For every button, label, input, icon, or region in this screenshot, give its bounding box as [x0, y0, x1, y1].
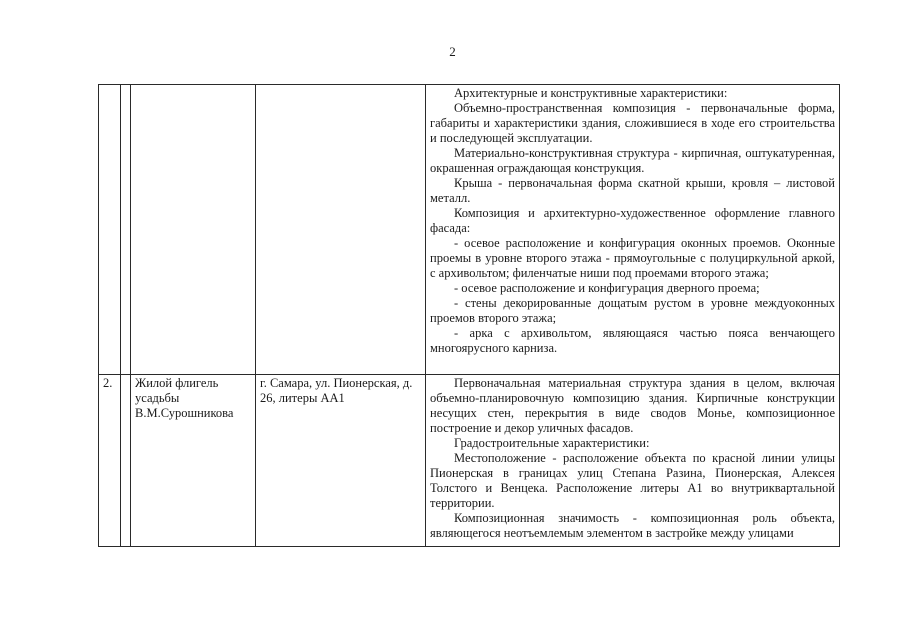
blank-cell [121, 85, 131, 375]
address-cell [256, 85, 426, 375]
page-number: 2 [449, 44, 456, 59]
address-cell: г. Самара, ул. Пионерская, д. 26, литеры АА1 [256, 375, 426, 547]
description-cell [426, 85, 840, 375]
description-paragraph: Первоначальная материальная структура здания в целом, включая объемно-планировочную композицию здания. Кирпичные конструкции несущих стен, перекрытия в виде сводов Монье, композиционное построение и декор уличных фасадов. [430, 376, 835, 435]
description-paragraph: Композиция и архитектурно-художественное оформление главного фасада: [430, 206, 835, 235]
description-paragraph: Градостроительные характеристики: [454, 436, 650, 450]
description-paragraph: Материально-конструктивная структура - кирпичная, оштукатуренная, окрашенная ограждающая конструкция. [430, 146, 835, 175]
object-name-cell [131, 85, 256, 375]
description-paragraph: - осевое расположение и конфигурация дверного проема; [454, 281, 760, 295]
description-paragraph: Композиционная значимость - композиционная роль объекта, являющегося неотъемлемым элементом в застройке между улицами [430, 511, 835, 540]
heritage-table [98, 84, 840, 547]
description-paragraph: Архитектурные и конструктивные характеристики: [454, 86, 728, 100]
description-cell [426, 375, 840, 547]
row-number-cell [99, 85, 121, 375]
table-row [99, 375, 840, 547]
description-paragraph: - стены декорированные дощатым рустом в уровне междуоконных проемов второго этажа; [430, 296, 835, 325]
description-paragraph: - арка с архивольтом, являющаяся частью пояса венчающего многоярусного карниза. [430, 326, 835, 355]
table-row [99, 85, 840, 375]
row-number-cell: 2. [99, 375, 121, 547]
description-paragraph: Объемно-пространственная композиция - первоначальные форма, габариты и характеристики здания, сложившиеся в ходе его строительства и последующей эксплуатации. [430, 101, 835, 145]
description-paragraph: Крыша - первоначальная форма скатной крыши, кровля – листовой металл. [430, 176, 835, 205]
description-paragraph: - осевое расположение и конфигурация оконных проемов. Оконные проемы в уровне второго этажа - прямоугольные с полуциркульной аркой, с архивольтом; филенчатые ниши под проемами второго этажа; [430, 236, 835, 280]
blank-cell [121, 375, 131, 547]
object-name-cell: Жилой флигель усадьбы В.М.Сурошникова [131, 375, 256, 547]
description-paragraph: Местоположение - расположение объекта по красной линии улицы Пионерская в границах улиц Степана Разина, Пионерская, Алексея Толстого и Венцека. Расположение литеры А1 во внутриквартальной территории. [430, 451, 835, 510]
